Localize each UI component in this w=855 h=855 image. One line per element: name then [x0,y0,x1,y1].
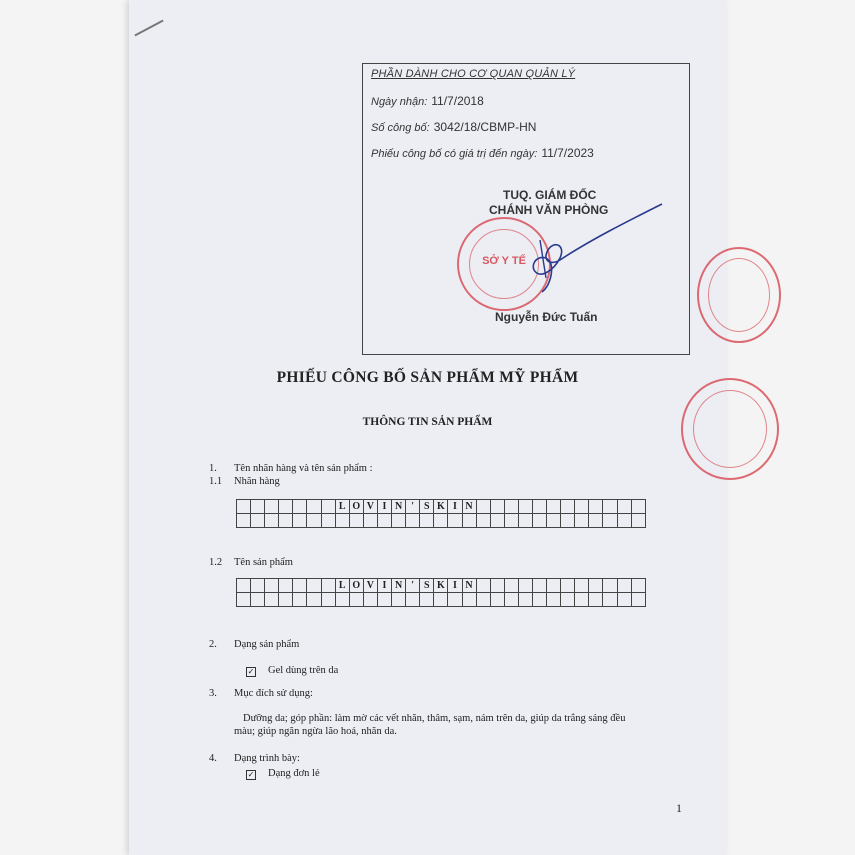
number-label: Số công bố: [371,122,430,134]
grid-row [237,593,646,607]
grid-cell [631,514,645,528]
grid-cell [589,593,603,607]
grid-cell [603,514,617,528]
grid-cell [420,593,434,607]
grid-cell [349,514,363,528]
grid-cell [575,500,589,514]
item-2-num: 2. [209,639,217,650]
grid-cell [377,593,391,607]
validity-value: 11/7/2023 [541,146,594,160]
grid-cell: N [462,579,476,593]
grid-cell: O [349,500,363,514]
grid-cell [631,579,645,593]
grid-cell [589,500,603,514]
grid-cell [547,579,561,593]
grid-cell [532,514,546,528]
grid-cell [251,579,265,593]
grid-cell [617,579,631,593]
grid-cell [603,593,617,607]
checkbox-icon: ✓ [247,667,255,676]
grid-cell [462,593,476,607]
grid-cell [377,514,391,528]
item-1-label: Tên nhãn hàng và tên sản phẩm : [234,463,373,474]
grid-cell [561,593,575,607]
grid-cell: V [363,500,377,514]
grid-cell [547,500,561,514]
grid-cell [448,593,462,607]
page-number: 1 [676,801,682,815]
grid-cell [490,579,504,593]
grid-cell [504,593,518,607]
item-4-option [246,768,320,780]
right-stamp-top [697,247,781,343]
validity-row [371,146,594,160]
grid-cell [575,579,589,593]
grid-cell [617,514,631,528]
grid-cell [363,514,377,528]
grid-cell [448,514,462,528]
grid-cell [265,500,279,514]
document-title: PHIẾU CÔNG BỐ SẢN PHẨM MỸ PHẨM [276,369,579,386]
grid-cell: I [448,579,462,593]
grid-cell [434,514,448,528]
grid-cell [279,579,293,593]
grid-cell [321,514,335,528]
item-4-label: Dạng trình bày: [234,753,300,764]
grid-row [237,514,646,528]
item-1-num: 1. [209,463,217,474]
received-label: Ngày nhận: [371,96,428,108]
grid-cell [476,593,490,607]
grid-cell [434,593,448,607]
grid-cell [265,514,279,528]
grid-cell [575,593,589,607]
grid-cell [251,500,265,514]
signer-title-2: CHÁNH VĂN PHÒNG [489,203,609,217]
grid-cell [476,514,490,528]
item-1-2-label: Tên sản phẩm [234,557,293,568]
item-2-label: Dạng sản phẩm [234,639,300,650]
item-3-text-line-1: Dưỡng da; góp phần: làm mờ các vết nhăn, thâm, sạm, nám trên da, giúp da trắng sáng đều [243,713,626,724]
grid-cell [251,593,265,607]
grid-cell [237,579,251,593]
grid-cell: K [434,579,448,593]
item-3-text-line-2: màu; giúp ngăn ngừa lão hoá, nhăn da. [234,726,397,737]
grid-cell [532,579,546,593]
grid-cell [307,593,321,607]
grid-cell [251,514,265,528]
number-value: 3042/18/CBMP-HN [433,120,537,134]
validity-label: Phiếu công bố có giá trị đến ngày: [371,148,538,160]
grid-cell [561,579,575,593]
brand-grid [236,499,646,528]
grid-cell: S [420,579,434,593]
grid-cell [307,500,321,514]
grid-cell: ' [406,500,420,514]
admin-header: PHẦN DÀNH CHO CƠ QUAN QUẢN LÝ [371,68,576,80]
grid-cell [335,514,349,528]
stamp-center-text: SỞ Y TẾ [482,255,526,267]
grid-cell [307,514,321,528]
grid-cell [631,500,645,514]
item-2-option-label: Gel dùng trên da [268,665,339,676]
right-stamp-middle [681,378,779,480]
grid-cell [392,514,406,528]
grid-cell [321,579,335,593]
grid-cell [518,593,532,607]
item-1-2-num: 1.2 [209,557,223,568]
grid-cell [603,579,617,593]
grid-cell: L [335,500,349,514]
grid-cell [476,500,490,514]
received-value: 11/7/2018 [431,94,484,108]
grid-cell: O [349,579,363,593]
received-row [371,94,484,108]
item-3-num: 3. [209,688,217,699]
signature [520,200,670,300]
grid-cell: N [462,500,476,514]
item-3-label: Mục đích sử dụng: [234,688,313,699]
signer-title-1: TUQ. GIÁM ĐỐC [503,188,597,202]
grid-cell [279,593,293,607]
product-grid [236,578,646,607]
grid-cell [617,593,631,607]
grid-cell [476,579,490,593]
item-1-1-num: 1.1 [209,476,223,487]
grid-cell: S [420,500,434,514]
grid-cell [603,500,617,514]
grid-cell [293,500,307,514]
section-title: THÔNG TIN SẢN PHẨM [362,416,493,428]
grid-cell: N [392,579,406,593]
grid-cell [504,500,518,514]
grid-cell [547,593,561,607]
grid-cell [547,514,561,528]
grid-cell: I [377,500,391,514]
grid-cell [532,593,546,607]
grid-cell: L [335,579,349,593]
grid-cell [518,500,532,514]
grid-cell [363,593,377,607]
grid-cell [561,500,575,514]
grid-cell: K [434,500,448,514]
grid-cell [490,514,504,528]
grid-cell [307,579,321,593]
grid-cell: I [448,500,462,514]
grid-cell [617,500,631,514]
signer-name: Nguyễn Đức Tuấn [495,310,598,324]
grid-cell [335,593,349,607]
grid-row [237,500,646,514]
grid-cell [321,593,335,607]
grid-row [237,579,646,593]
grid-cell [321,500,335,514]
grid-cell [490,593,504,607]
grid-cell [237,514,251,528]
grid-cell [237,500,251,514]
grid-cell [518,514,532,528]
grid-cell [265,579,279,593]
grid-cell [589,579,603,593]
grid-cell [392,593,406,607]
grid-cell [561,514,575,528]
number-row [371,120,536,134]
grid-cell [349,593,363,607]
grid-cell [575,514,589,528]
grid-cell [532,500,546,514]
grid-cell [462,514,476,528]
grid-cell: N [392,500,406,514]
grid-cell: ' [406,579,420,593]
item-4-option-label: Dạng đơn lẻ [268,768,320,779]
grid-cell [406,514,420,528]
grid-cell: I [377,579,391,593]
checkbox-icon: ✓ [247,770,255,779]
grid-cell [420,514,434,528]
item-1-1-label: Nhãn hàng [234,476,280,487]
grid-cell [589,514,603,528]
grid-cell [279,500,293,514]
grid-cell: V [363,579,377,593]
item-2-option [246,665,338,677]
grid-cell [279,514,293,528]
grid-cell [406,593,420,607]
grid-cell [265,593,279,607]
grid-cell [293,579,307,593]
grid-cell [504,579,518,593]
grid-cell [504,514,518,528]
grid-cell [518,579,532,593]
grid-cell [293,593,307,607]
grid-cell [293,514,307,528]
item-4-num: 4. [209,753,217,764]
grid-cell [490,500,504,514]
grid-cell [631,593,645,607]
grid-cell [237,593,251,607]
